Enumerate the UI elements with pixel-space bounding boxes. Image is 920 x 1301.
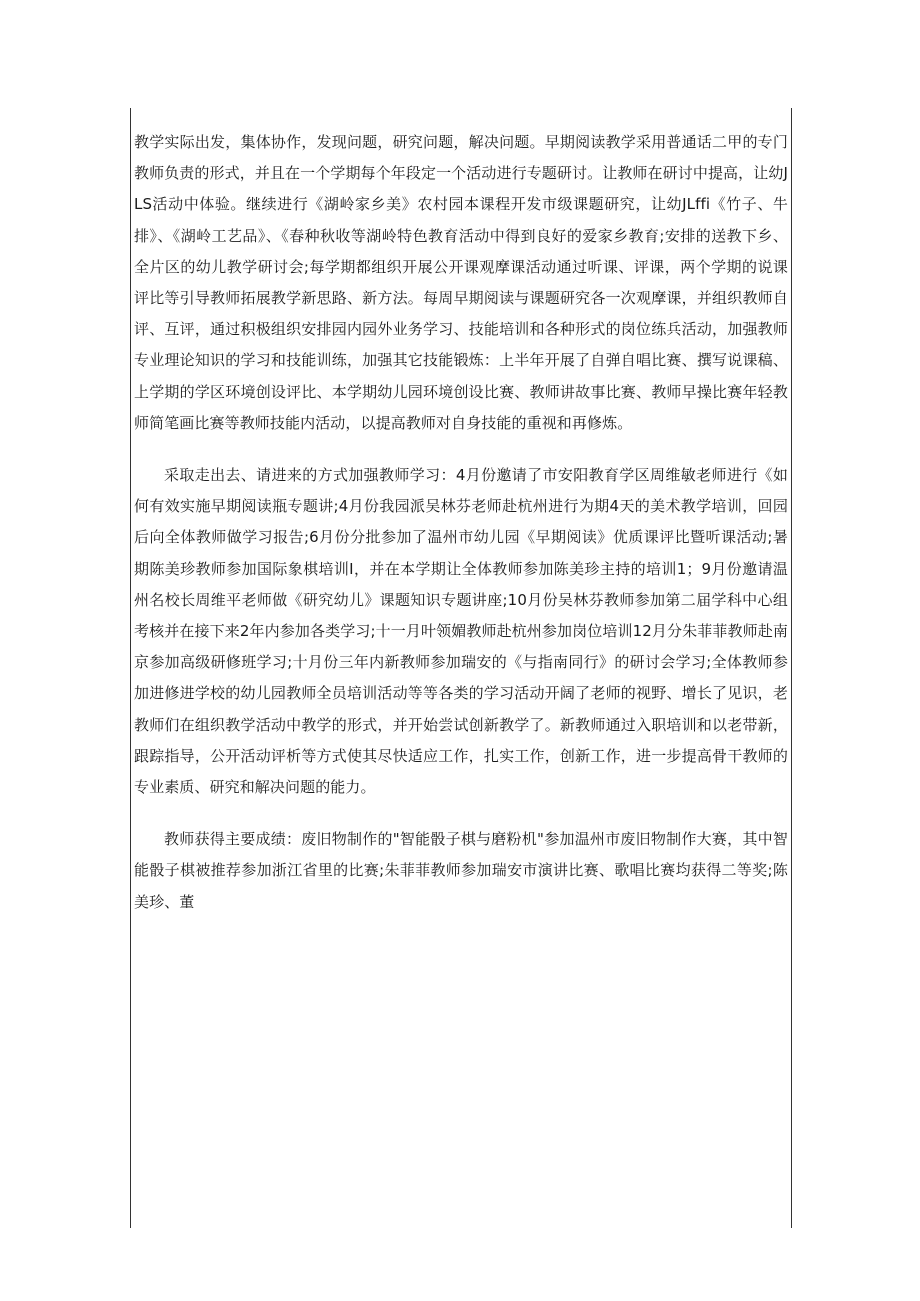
paragraph-spacer — [134, 439, 788, 460]
paragraph-teacher-achievements: 教师获得主要成绩：废旧物制作的"智能骰子棋与磨粉机"参加温州市废旧物制作大赛，其中智能骰子棋被推荐参加浙江省里的比赛;朱菲菲教师参加瑞安市演讲比赛、歌唱比赛均获得二等奖;陈美珍、董 — [134, 830, 788, 911]
paragraph-teacher-learning: 采取走出去、请进来的方式加强教师学习：4月份邀请了市安阳教育学区周维敏老师进行《如何有效实施早期阅读瓶专题讲;4月份我园派吴林芬老师赴杭州进行为期4天的美术教学培训，回园后向全体教师做学习报告;6月份分批参加了温州市幼儿园《早期阅读》优质课评比暨听课活动;暑期陈美珍教师参加国际象棋培训I，并在本学期让全体教师参加陈美珍主持的培训1；9月份邀请温州名校长周维平老师做《研究幼儿》课题知识专题讲座;10月份吴林芬教师参加第二届学科中心组考核并在接下来2年内参加各类学习;十一月叶领媚教师赴杭州参加岗位培训12月分朱菲菲教师赴南京参加高级研修班学习;十月份三年内新教师参加瑞安的《与指南同行》的研讨会学习;全体教师参加进修进学校的幼儿园教师全员培训活动等等各类的学习活动开阔了老师的视野、增长了见识，老教师们在组织教学活动中教学的形式，并开始尝试创新教学了。新教师通过入职培训和以老带新，跟踪指导，公开活动评析等方式使其尽快适应工作，扎实工作，创新工作，进一步提高骨干教师的专业素质、研究和解决问题的能力。 — [134, 466, 788, 797]
paragraph-spacer — [134, 803, 788, 824]
paragraph-teaching-research: 教学实际出发，集体协作，发现问题，研究问题，解决问题。早期阅读教学采用普通话二甲的专门教师负责的形式，并且在一个学期每个年段定一个活动进行专题研讨。让教师在研讨中提高，让幼JLS活动中体验。继续进行《湖岭家乡美》农村园本课程开发市级课题研究，让幼JLffi《竹子、牛排》、《湖岭工艺品》、《春种秋收等湖岭特色教育活动中得到良好的爱家乡教育;安排的送教下乡、全片区的幼儿教学研讨会;每学期都组织开展公开课观摩课活动通过听课、评课，两个学期的说课评比等引导教师拓展教学新思路、新方法。每周早期阅读与课题研究各一次观摩课，并组织教师自评、互评，通过积极组织安排园内园外业务学习、技能培训和各种形式的岗位练兵活动，加强教师专业理论知识的学习和技能训练，加强其它技能锻炼：上半年开展了自弹自唱比赛、撰写说课稿、上学期的学区环境创设评比、本学期幼儿园环境创设比赛、教师讲故事比赛、教师早操比赛年轻教师简笔画比赛等教师技能内活动，以提高教师对自身技能的重视和再修炼。 — [134, 133, 788, 432]
document-body — [134, 127, 788, 918]
